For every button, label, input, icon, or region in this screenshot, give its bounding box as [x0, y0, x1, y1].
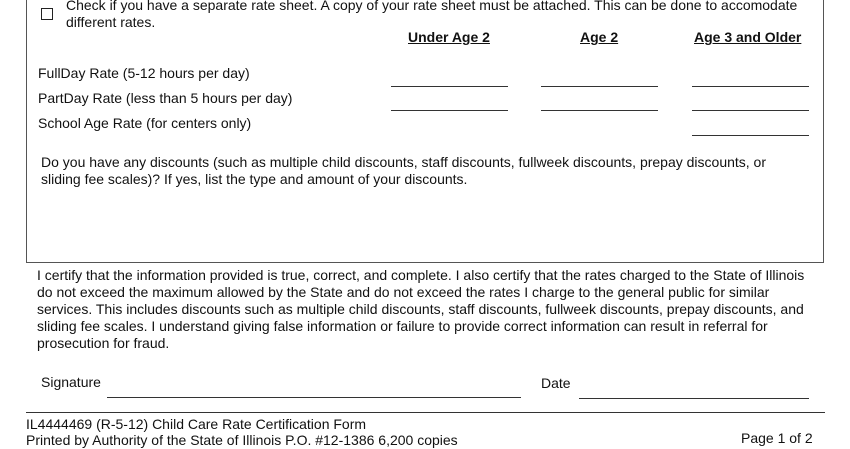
- footer-divider: [26, 412, 825, 413]
- rate-sheet-text-line1: Check if you have a separate rate sheet. A copy of your rate sheet must be attached. This can be done to accomodate: [66, 0, 798, 13]
- signature-label: Signature: [41, 374, 101, 390]
- printed-by-authority: Printed by Authority of the State of Illinois P.O. #12-1386 6,200 copies: [26, 432, 458, 448]
- part-day-rate-label: PartDay Rate (less than 5 hours per day): [38, 90, 293, 106]
- separate-rate-sheet-checkbox[interactable]: [41, 8, 53, 20]
- full-day-age-3-field[interactable]: [692, 86, 809, 87]
- discounts-question: Do you have any discounts (such as multiple child discounts, staff discounts, fullweek discounts, prepay discounts, or sliding fee scales)? If yes, list the type and amount of your discounts.: [41, 154, 767, 187]
- full-day-age-2-field[interactable]: [541, 86, 658, 87]
- rate-sheet-instructions: [66, 0, 816, 31]
- rate-sheet-text-line2: different rates.: [66, 14, 156, 30]
- column-header-under-age-2: Under Age 2: [408, 29, 490, 45]
- full-day-under-2-field[interactable]: [391, 86, 508, 87]
- full-day-rate-label: FullDay Rate (5-12 hours per day): [38, 65, 250, 81]
- school-age-age-3-field[interactable]: [692, 135, 809, 136]
- school-age-rate-label: School Age Rate (for centers only): [38, 115, 252, 131]
- discounts-answer-area[interactable]: [41, 192, 801, 248]
- date-field[interactable]: [579, 398, 809, 399]
- part-day-age-2-field[interactable]: [541, 110, 658, 111]
- date-label: Date: [541, 375, 571, 391]
- column-header-age-2: Age 2: [580, 29, 619, 45]
- certification-statement: I certify that the information provided is true, correct, and complete. I also certify that the rates charged to the State of Illinois do not exceed the maximum allowed by the State and do not exceed the rates I charge to the general public for similar services. This includes discounts such as multiple child discounts, staff discounts, fullweek discounts, prepay discounts, and sliding fee scales. I understand giving false information or failure to provide correct information can result in referral for prosecution for fraud.: [37, 267, 805, 351]
- page-number: Page 1 of 2: [741, 430, 813, 446]
- column-header-age-3-older: Age 3 and Older: [694, 29, 802, 45]
- form-id: IL4444469 (R-5-12) Child Care Rate Certification Form: [26, 416, 367, 432]
- signature-field[interactable]: [107, 397, 521, 398]
- part-day-under-2-field[interactable]: [391, 110, 508, 111]
- part-day-age-3-field[interactable]: [692, 110, 809, 111]
